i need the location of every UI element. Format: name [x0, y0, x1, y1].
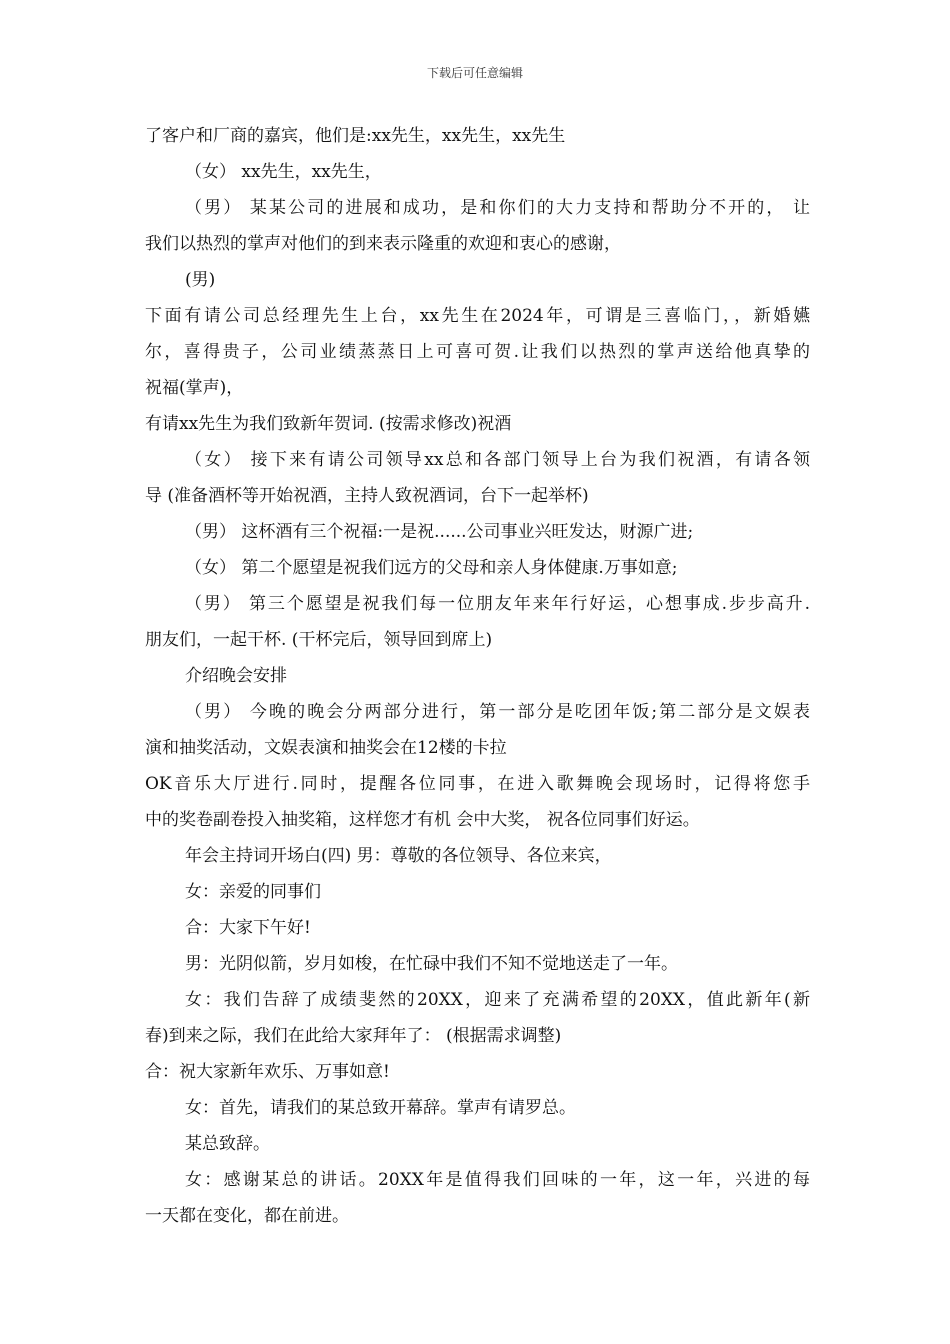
text-line: 男：光阴似箭，岁月如梭，在忙碌中我们不知不觉地送走了一年。	[185, 954, 678, 974]
text-line: 朋友们，一起干杯. (干杯完后，领导回到席上)	[145, 630, 493, 650]
text-line: 女：我们告辞了成绩斐然的20XX，迎来了充满希望的20XX，值此新年(新	[185, 990, 810, 1010]
text-line: OK音乐大厅进行.同时，提醒各位同事，在进入歌舞晚会现场时，记得将您手	[145, 774, 810, 794]
text-line: 合：大家下午好!	[185, 918, 311, 938]
text-line: 春)到来之际，我们在此给大家拜年了： (根据需求调整)	[145, 1026, 562, 1046]
section-heading: 介绍晚会安排	[185, 666, 287, 686]
text-line: （男） 今晚的晚会分两部分进行，第一部分是吃团年饭;第二部分是文娱表	[185, 702, 810, 722]
text-line: 尔，喜得贵子，公司业绩蒸蒸日上可喜可贺.让我们以热烈的掌声送给他真挚的	[145, 342, 810, 362]
text-line: 年会主持词开场白(四) 男：尊敬的各位领导、各位来宾，	[185, 846, 612, 866]
text-line: 女：亲爱的同事们	[185, 882, 321, 902]
text-line: 女：感谢某总的讲话。20XX年是值得我们回味的一年，这一年，兴进的每	[185, 1170, 810, 1190]
text-line: 导 (准备酒杯等开始祝酒，主持人致祝酒词，台下一起举杯)	[145, 486, 589, 506]
text-line: 有请xx先生为我们致新年贺词. (按需求修改)祝酒	[145, 414, 512, 434]
text-line: 中的奖卷副卷投入抽奖箱，这样您才有机 会中大奖， 祝各位同事们好运。	[145, 810, 700, 830]
text-line: （女） 接下来有请公司领导xx总和各部门领导上台为我们祝酒，有请各领	[185, 450, 810, 470]
text-line: （女） 第二个愿望是祝我们远方的父母和亲人身体健康.万事如意;	[185, 558, 678, 578]
text-line: 一天都在变化，都在前进。	[145, 1206, 349, 1226]
text-line: （男） 这杯酒有三个祝福:一是祝......公司事业兴旺发达，财源广进;	[185, 522, 694, 542]
text-line: 了客户和厂商的嘉宾，他们是:xx先生，xx先生，xx先生	[145, 126, 566, 146]
text-line: 我们以热烈的掌声对他们的到来表示隆重的欢迎和衷心的感谢，	[145, 234, 621, 254]
text-line: 演和抽奖活动，文娱表演和抽奖会在12楼的卡拉	[145, 738, 507, 758]
text-line: （男） 第三个愿望是祝我们每一位朋友年来年行好运，心想事成.步步高升.	[185, 594, 810, 614]
text-line: 女：首先，请我们的某总致开幕辞。掌声有请罗总。	[185, 1098, 576, 1118]
text-line: 某总致辞。	[185, 1134, 270, 1154]
text-line: (男)	[185, 270, 216, 290]
text-line: 下面有请公司总经理先生上台，xx先生在2024年，可谓是三喜临门，，新婚嬿	[145, 306, 810, 326]
text-line: 合：祝大家新年欢乐、万事如意!	[145, 1062, 390, 1082]
text-line: （女） xx先生，xx先生，	[185, 162, 382, 182]
document-body	[145, 118, 810, 1234]
text-line: 祝福(掌声)，	[145, 378, 244, 398]
page-header: 下载后可任意编辑	[426, 66, 523, 80]
text-line: （男） 某某公司的进展和成功，是和你们的大力支持和帮助分不开的， 让	[185, 198, 810, 218]
